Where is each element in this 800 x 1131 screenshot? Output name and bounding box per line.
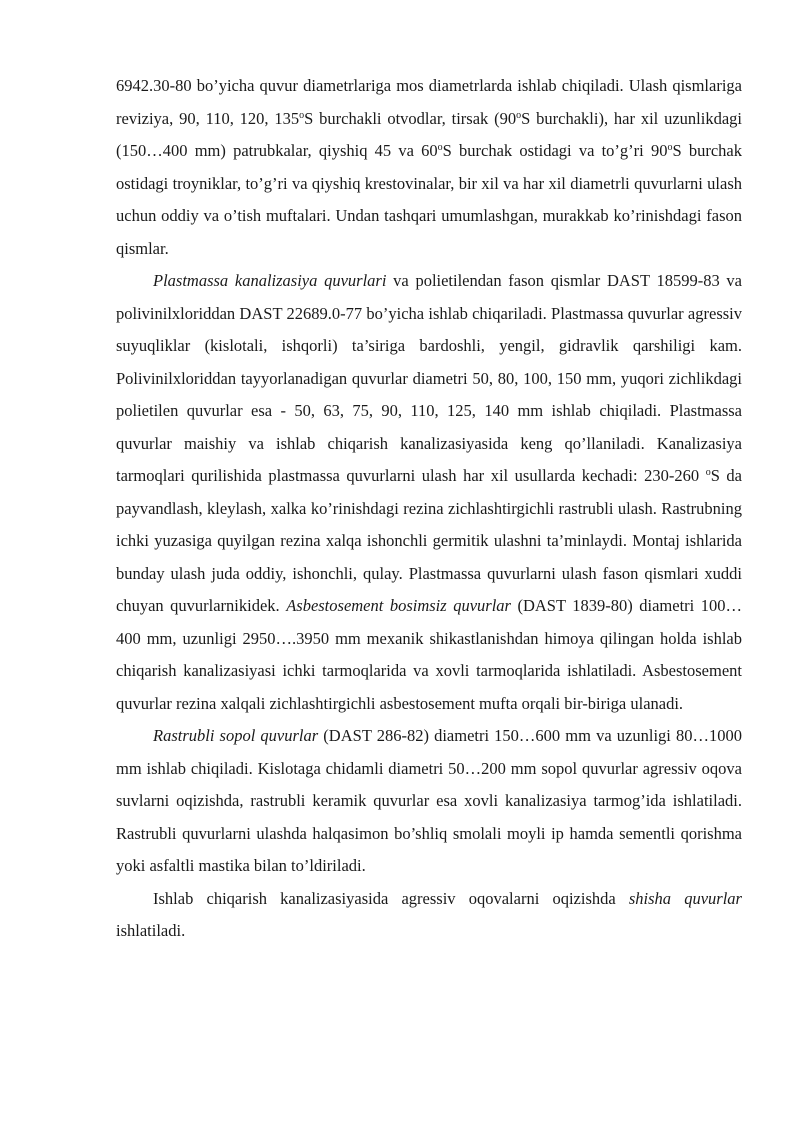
text-run: 6942.30-80 bo’yicha quvur diametrlariga mos diametrlarda ishlab chiqiladi. Ulash qismlariga reviziya, 90, 110, 120, 135 bbox=[116, 76, 742, 128]
degree-superscript: o bbox=[299, 109, 305, 121]
text-run: S burchak ostidagi troyniklar, to’g’ri va qiyshiq krestovinalar, bir xil va har xil diametrli quvurlarni ulash uchun oddiy va o’tish muftalari. Undan tashqari umumlashgan, murakkab ko’rinishdagi fason qismlar. bbox=[116, 141, 742, 258]
document-page bbox=[116, 70, 742, 948]
italic-term-sopol: Rastrubli sopol quvurlar bbox=[153, 726, 319, 745]
italic-term-plastmassa: Plastmassa kanalizasiya quvurlari bbox=[153, 271, 387, 290]
degree-superscript: o bbox=[437, 142, 443, 153]
degree-superscript: o bbox=[667, 142, 673, 153]
degree-superscript: o bbox=[516, 109, 522, 121]
italic-term-asbestosement: Asbestosement bosimsiz quvurlar bbox=[286, 596, 511, 615]
paragraph-1 bbox=[116, 70, 742, 265]
text-run: ishlatiladi. bbox=[116, 921, 186, 940]
italic-term-shisha: shisha quvurlar bbox=[628, 888, 742, 908]
text-run: Ishlab chiqarish kanalizasiyasida agressiv oqovalarni oqizishda bbox=[153, 888, 629, 908]
text-run: S burchak ostidagi va to’g’ri 90 bbox=[442, 141, 668, 160]
paragraph-2 bbox=[116, 265, 742, 720]
text-run: va polietilendan fason qismlar DAST 18599-83 va polivinilxloriddan DAST 22689.0-77 bo’yicha ishlab chiqariladi. Plastmassa quvurlar agressiv suyuqliklar (kislotali, ishqorli) ta’siriga bardoshli, yengil, gidravlik qarshiligi kam. Polivinilxloriddan tayyorlanadigan quvurlar diametri 50, 80, 100, 150 mm, yuqori zichlikdagi polietilen quvurlar esa - 50, 63, 75, 90, 110, 125, 140 mm ishlab chiqiladi. Plastmassa quvurlar maishiy va ishlab chiqarish kanalizasiyasida keng qo’llaniladi. Kanalizasiya tarmoqlari qurilishida plastmassa quvurlarni ulash har xil usullarda kechadi: 230-260 bbox=[116, 271, 742, 485]
text-run: S da payvandlash, kleylash, xalka ko’rinishdagi rezina zichlashtirgichli rastrubli ulash. Rastrubning ichki yuzasiga quyilgan rezina xalqa ishonchli germitik ulashni ta’minlaydi. Montaj ishlarida bunday ulash juda oddiy, ishonchli, qulay. Plastmassa quvurlarni ulash fason qismlari xuddi chuyan quvurlarnikidek. bbox=[116, 466, 743, 615]
text-run: S burchakli), har xil uzunlikdagi (150…400 mm) patrubkalar, qiyshiq 45 va 60 bbox=[116, 108, 742, 160]
degree-superscript: o bbox=[705, 467, 711, 478]
text-run: S burchakli otvodlar, tirsak (90 bbox=[304, 108, 517, 128]
text-run: (DAST 286-82) diametri 150…600 mm va uzunligi 80…1000 mm ishlab chiqiladi. Kislotaga chidamli diametri 50…200 mm sopol quvurlar agressiv oqova suvlarni oqizishda, rastrubli keramik quvurlar esa xovli kanalizasiya tarmog’ida ishlatiladi. Rastrubli quvurlarni ulashda halqasimon bo’shliq smolali moyli ip hamda sementli qorishma yoki asfaltli mastika bilan to’ldiriladi. bbox=[116, 726, 742, 875]
paragraph-3 bbox=[116, 720, 742, 883]
text-run: (DAST 1839-80) diametri 100…400 mm, uzunligi 2950….3950 mm mexanik shikastlanishdan himoya qilingan holda ishlab chiqarish kanalizasiyasi ichki tarmoqlarida va xovli tarmoqlarida ishlatiladi. Asbestosement quvurlar rezina xalqali zichlashtirgichli asbestosement mufta orqali bir-biriga ulanadi. bbox=[116, 596, 742, 713]
paragraph-4 bbox=[116, 883, 742, 948]
